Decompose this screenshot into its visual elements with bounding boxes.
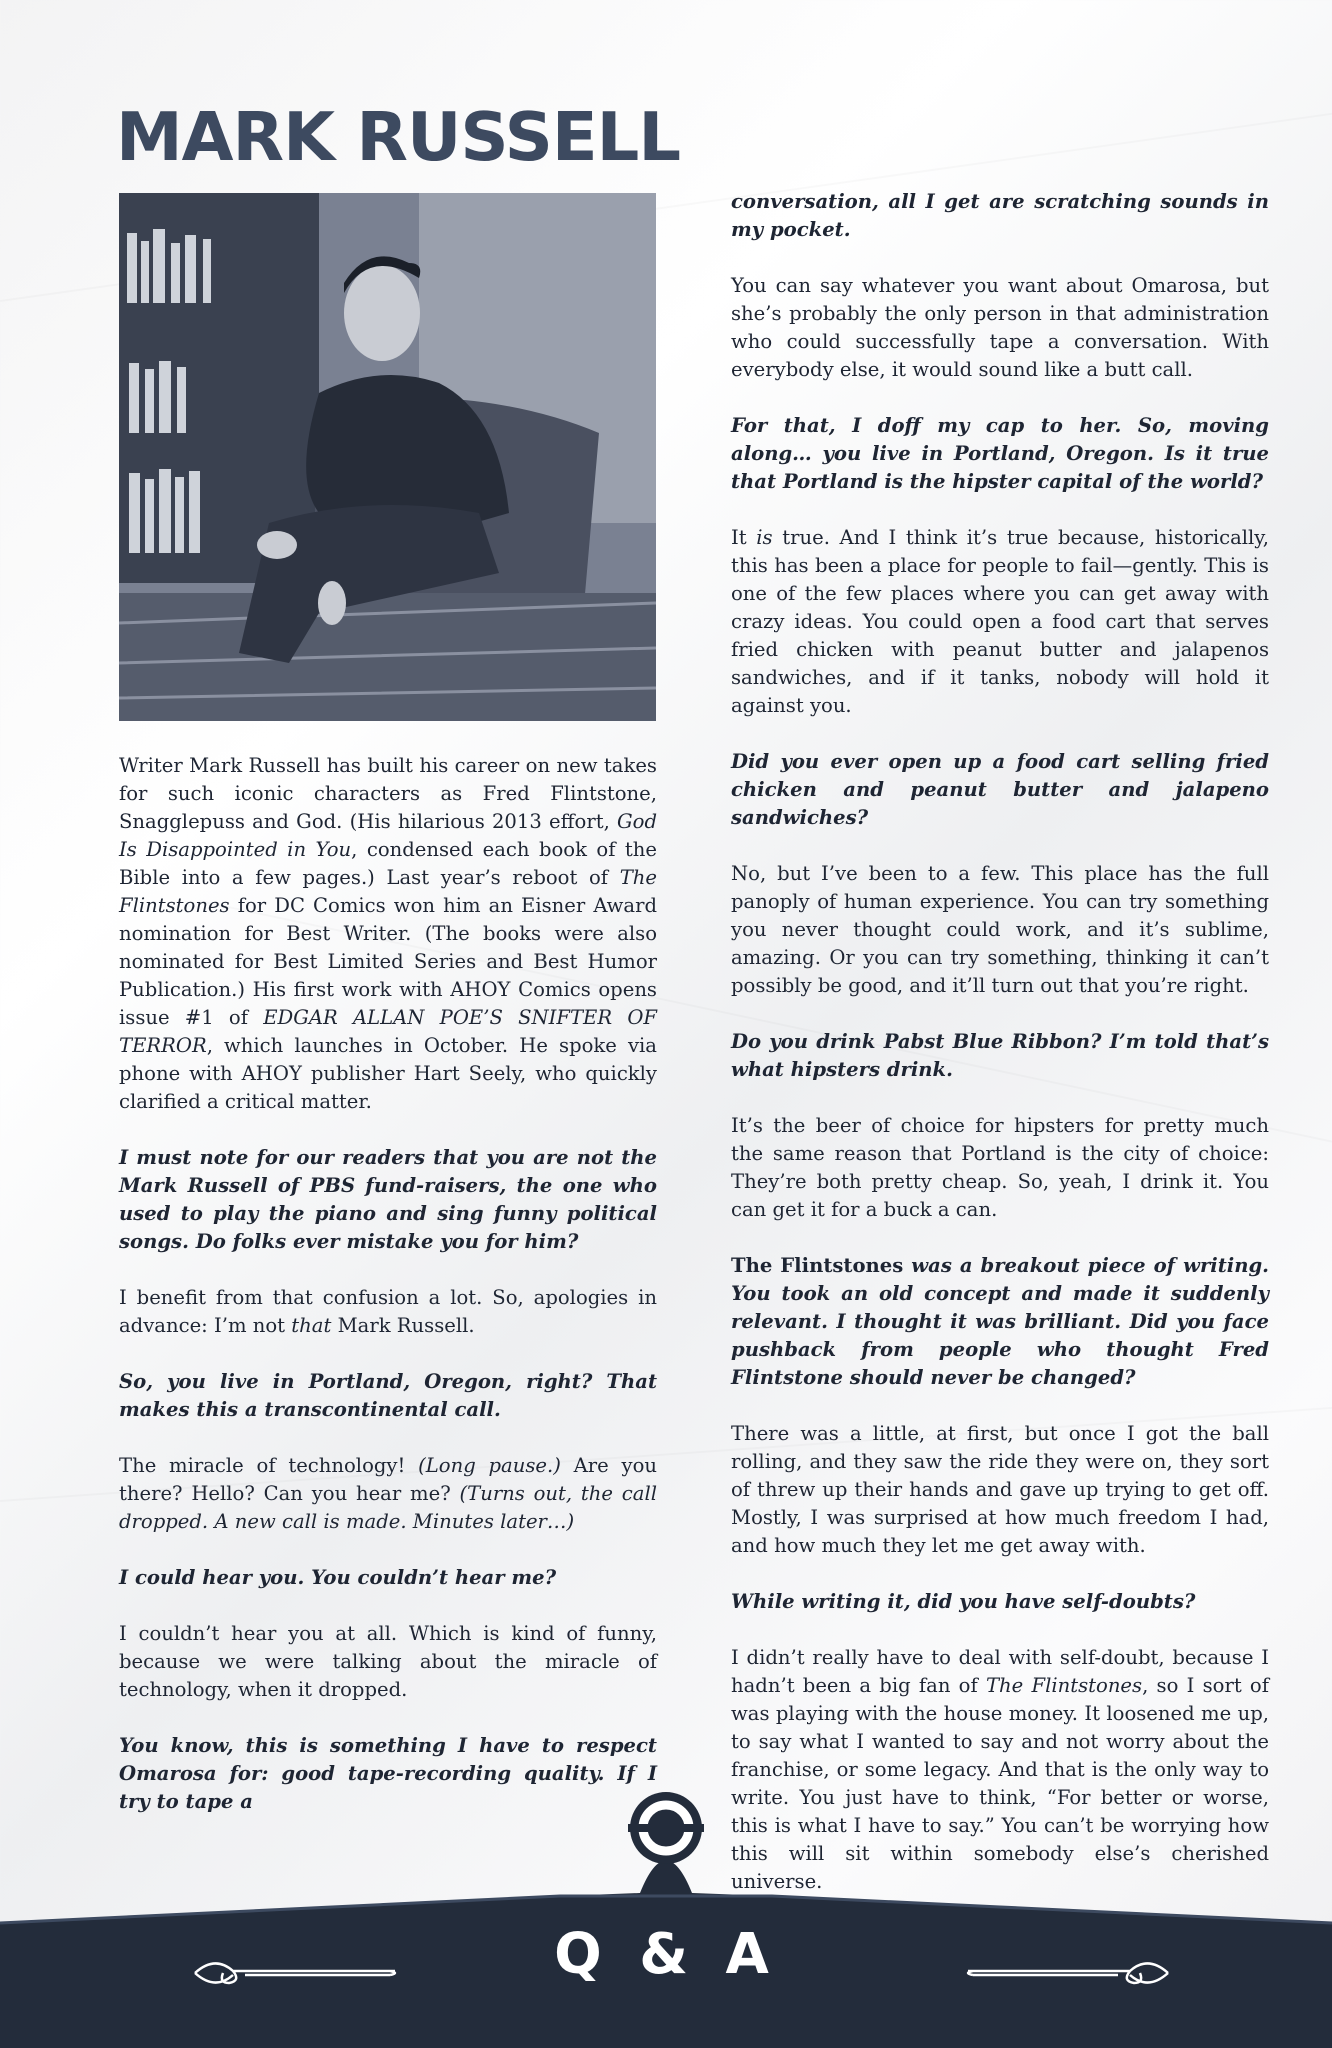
interview-question	[731, 1588, 1269, 1616]
text-run: I could hear you. You couldn’t hear me?	[119, 1566, 557, 1589]
interview-question	[731, 1028, 1269, 1084]
text-run: (Long pause.)	[418, 1454, 561, 1477]
text-run: I couldn’t hear you at all. Which is kind of funny, because we were talking about the miracle of technology, when it dropped.	[119, 1622, 657, 1701]
interview-answer	[731, 524, 1269, 720]
text-run: Are you there? Hello? Can you hear me?	[119, 1454, 657, 1505]
interview-question	[731, 188, 1269, 244]
interview-question	[731, 1252, 1269, 1392]
right-interview	[731, 188, 1269, 1896]
interview-question	[119, 1564, 657, 1592]
interview-answer	[731, 860, 1269, 1000]
text-run: No, but I’ve been to a few. This place has the full panoply of human experience. You can try something you never thought could work, and it’s sublime, amazing. Or you can try something, thinking it can’t possibly be good, and it’ll turn out that you’re right.	[731, 862, 1269, 997]
text-run: for DC Comics won him an Eisner Award nomination for Best Writer. (The books were also nominated for Best Limited Series and Best Humor Publication.) His first work with AHOY Comics opens issue #1 of	[119, 894, 657, 1029]
text-run: The miracle of technology!	[119, 1454, 419, 1477]
text-run: Mark Russell.	[331, 1314, 475, 1337]
interview-answer	[119, 1620, 657, 1704]
interview-answer	[119, 1284, 657, 1340]
text-run: While writing it, did you have self-doubts?	[731, 1590, 1196, 1613]
text-run: , condensed each book of the Bible into a few pages.) Last year’s reboot of	[119, 838, 657, 889]
text-run: You know, this is something I have to respect Omarosa for: good tape-recording quality. If I try to tape a	[119, 1734, 657, 1813]
footer-band	[0, 1788, 1332, 2048]
interview-answer	[731, 1112, 1269, 1224]
interview-question	[731, 748, 1269, 832]
interview-answer	[119, 1452, 657, 1536]
text-run: is	[756, 526, 773, 549]
interview-question	[119, 1144, 657, 1256]
interview-question	[119, 1368, 657, 1424]
article-title: MARK RUSSELL	[116, 98, 681, 176]
text-run: The Flintstones	[985, 1674, 1143, 1697]
text-run: So, you live in Portland, Oregon, right? That makes this a transcontinental call.	[119, 1370, 657, 1421]
interview-answer	[731, 272, 1269, 384]
text-run: God Is Disappointed in You	[119, 810, 657, 861]
text-run: There was a little, at first, but once I got the ball rolling, and they saw the ride they were on, they sort of threw up their hands and gave up trying to get off. Mostly, I was surprised at how much freedom I had, and how much they let me get away with.	[731, 1422, 1269, 1557]
text-run: Writer Mark Russell has built his career on new takes for such iconic characters as Fred Flintstone, Snagglepuss and God. (His hilarious 2013 effort,	[119, 754, 657, 833]
text-run: true. And I think it’s true because, historically, this has been a place for people to fail—gently. This is one of the few places where you can get away with crazy ideas. You could open a food cart that serves fried chicken with peanut butter and jalapenos sandwiches, and if it tanks, nobody will hold it against you.	[731, 526, 1269, 717]
text-run: I must note for our readers that you are not the Mark Russell of PBS fund-raisers, the one who used to play the piano and sing funny political songs. Do folks ever mistake you for him?	[119, 1146, 657, 1253]
interview-question	[731, 412, 1269, 496]
text-run: The Flintstones	[731, 1254, 904, 1277]
text-run: I didn’t really have to deal with self-doubt, because I hadn’t been a big fan of	[731, 1646, 1269, 1697]
right-column	[731, 188, 1269, 1924]
text-run: , which launches in October. He spoke via phone with AHOY publisher Hart Seely, who quickly clarified a critical matter.	[119, 1034, 657, 1113]
text-run: (Turns out, the call dropped. A new call is made. Minutes later…)	[119, 1482, 657, 1533]
text-run: You can say whatever you want about Omarosa, but she’s probably the only person in that administration who could successfully tape a conversation. With everybody else, it would sound like a butt call.	[731, 274, 1269, 381]
text-run: , so I sort of was playing with the house money. It loosened me up, to say what I wanted to say and not worry about the franchise, or some legacy. And that is the only way to write. You just have to think, “For better or worse, this is what I have to say.” You can’t be worrying how this will sit within somebody else’s cherished universe.	[731, 1674, 1269, 1893]
text-run: that	[291, 1314, 332, 1337]
text-run: Did you ever open up a food cart selling fried chicken and peanut butter and jalapeno sandwiches?	[731, 750, 1269, 829]
text-run: The Flintstones	[119, 866, 657, 917]
left-interview	[119, 1144, 657, 1816]
text-run: EDGAR ALLAN POE’S SNIFTER OF TERROR	[119, 1006, 657, 1057]
text-run: Do you drink Pabst Blue Ribbon? I’m told that’s what hipsters drink.	[731, 1030, 1269, 1081]
text-run: was a breakout piece of writing. You took an old concept and made it suddenly relevant. I thought it was brilliant. Did you face pushback from people who thought Fred Flintstone should never be changed?	[731, 1254, 1269, 1389]
text-run: It	[731, 526, 757, 549]
text-run: I benefit from that confusion a lot. So, apologies in advance: I’m not	[119, 1286, 657, 1337]
text-run: For that, I doff my cap to her. So, moving along… you live in Portland, Oregon. Is it true that Portland is the hipster capital of the world?	[731, 414, 1269, 493]
ahoy-porthole-icon	[628, 1786, 704, 1866]
intro-paragraph	[119, 752, 657, 1116]
left-column	[119, 752, 657, 1844]
author-photo	[119, 193, 656, 721]
interview-answer	[731, 1420, 1269, 1560]
text-run: It’s the beer of choice for hipsters for pretty much the same reason that Portland is the city of choice: They’re both pretty cheap. So, yeah, I drink it. You can get it for a buck a can.	[731, 1114, 1269, 1221]
section-label: Q & A	[554, 1922, 778, 1987]
text-run: conversation, all I get are scratching sounds in my pocket.	[731, 190, 1269, 241]
